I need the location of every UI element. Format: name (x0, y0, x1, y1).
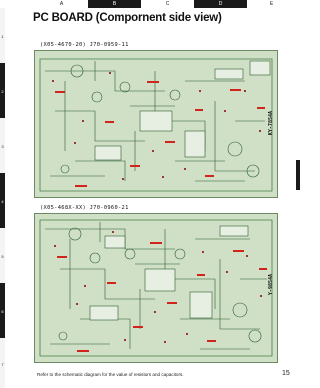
board-part-label: (X05-468X-XX) J70-0960-21 (40, 205, 129, 211)
row-number: 4 (1, 199, 4, 204)
footer-note: Refer to the schematic diagram for the value of resistors and capacitors. (37, 372, 184, 377)
pcb-layout-bottom (35, 214, 277, 362)
column-letter: B (112, 1, 117, 7)
row-number: 6 (1, 309, 4, 314)
pcb-layout-top (35, 51, 277, 197)
row-number: 5 (1, 254, 4, 259)
board-part-label: (X05-4670-20) J70-0959-11 (40, 42, 129, 48)
side-tab-mark (296, 160, 300, 190)
board-model-text: Y-9854A (268, 274, 274, 296)
board-model-text: KY-7854A (268, 111, 274, 136)
row-number: 2 (1, 89, 4, 94)
pcb-board-top (34, 50, 278, 198)
page-number: 15 (282, 370, 290, 377)
column-letter: D (218, 1, 223, 7)
pcb-board-bottom (34, 213, 278, 363)
page-title: PC BOARD (Compornent side view) (33, 12, 222, 24)
column-letter: E (269, 1, 274, 7)
column-letter: A (59, 1, 64, 7)
ic-packages (95, 61, 270, 160)
ic-packages (90, 226, 248, 320)
row-number: 3 (1, 144, 4, 149)
column-letter: C (165, 1, 170, 7)
row-number: 7 (1, 362, 4, 367)
row-number: 1 (1, 34, 4, 39)
red-label-marks (57, 242, 267, 352)
